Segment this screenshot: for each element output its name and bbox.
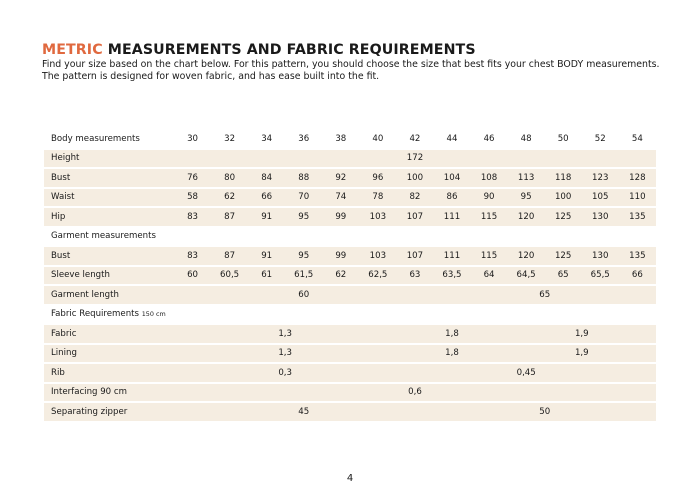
waist-cell: 95: [508, 189, 545, 207]
hip-cell: 103: [359, 208, 396, 226]
page-title: [42, 41, 662, 59]
fabric-label: Fabric: [44, 325, 174, 343]
sleeve-cell: 62: [322, 267, 359, 285]
fabric-row: [44, 325, 656, 343]
rib-amount-b: 0,45: [396, 364, 656, 382]
waist-cell: 62: [211, 189, 248, 207]
hip-cell: 115: [471, 208, 508, 226]
hip-cell: 83: [174, 208, 211, 226]
garment-length-row: [44, 286, 656, 304]
size-cell: 52: [582, 130, 619, 148]
garment-length-label: Garment length: [44, 286, 174, 304]
sleeve-cell: 61: [248, 267, 285, 285]
bust-cell: 76: [174, 169, 211, 187]
garment-measurements-label: Garment measurements: [44, 228, 656, 246]
interfacing-label: Interfacing 90 cm: [44, 384, 174, 402]
size-cell: 42: [396, 130, 433, 148]
garment-bust-cell: 111: [433, 247, 470, 265]
size-chart-table: [44, 128, 656, 423]
bust-cell: 92: [322, 169, 359, 187]
bust-cell: 100: [396, 169, 433, 187]
garment-bust-cell: 95: [285, 247, 322, 265]
bust-cell: 80: [211, 169, 248, 187]
sleeve-length-label: Sleeve length: [44, 267, 174, 285]
sleeve-cell: 64: [471, 267, 508, 285]
rib-row: [44, 364, 656, 382]
bust-cell: 108: [471, 169, 508, 187]
fabric-amount-c: 1,9: [508, 325, 656, 343]
lining-label: Lining: [44, 345, 174, 363]
waist-cell: 74: [322, 189, 359, 207]
bust-cell: 84: [248, 169, 285, 187]
fabric-requirements-label: [44, 306, 656, 324]
waist-cell: 70: [285, 189, 322, 207]
hip-cell: 91: [248, 208, 285, 226]
page-number: 4: [346, 473, 354, 484]
fabric-width-note: 150 cm: [141, 310, 166, 319]
hip-cell: 130: [582, 208, 619, 226]
size-cell: 44: [433, 130, 470, 148]
waist-cell: 78: [359, 189, 396, 207]
garment-bust-cell: 83: [174, 247, 211, 265]
interfacing-row: [44, 384, 656, 402]
hip-row: [44, 208, 656, 226]
sleeve-cell: 66: [619, 267, 656, 285]
waist-cell: 86: [433, 189, 470, 207]
waist-cell: 82: [396, 189, 433, 207]
rib-label: Rib: [44, 364, 174, 382]
waist-cell: 105: [582, 189, 619, 207]
bust-cell: 113: [508, 169, 545, 187]
sleeve-cell: 64,5: [508, 267, 545, 285]
bust-cell: 123: [582, 169, 619, 187]
title-rest: MEASUREMENTS AND FABRIC REQUIREMENTS: [102, 42, 476, 58]
bust-label: Bust: [44, 169, 174, 187]
hip-cell: 95: [285, 208, 322, 226]
hip-cell: 125: [545, 208, 582, 226]
intro-line-1: Find your size based on the chart below. For this pattern, you should choose the size that best fits your chest BODY measurements.: [42, 59, 660, 70]
garment-bust-cell: 130: [582, 247, 619, 265]
waist-cell: 58: [174, 189, 211, 207]
bust-row: [44, 169, 656, 187]
waist-row: [44, 189, 656, 207]
sleeve-cell: 60,5: [211, 267, 248, 285]
sleeve-cell: 63,5: [433, 267, 470, 285]
fabric-requirements-title: Fabric Requirements: [51, 309, 139, 320]
size-header-row: [44, 130, 656, 148]
lining-row: [44, 345, 656, 363]
size-cell: 48: [508, 130, 545, 148]
bust-cell: 96: [359, 169, 396, 187]
zipper-label: Separating zipper: [44, 403, 174, 421]
size-cell: 36: [285, 130, 322, 148]
garment-length-small: 60: [174, 286, 433, 304]
waist-cell: 110: [619, 189, 656, 207]
garment-bust-cell: 135: [619, 247, 656, 265]
fabric-header-row: [44, 306, 656, 324]
garment-bust-cell: 125: [545, 247, 582, 265]
size-cell: 46: [471, 130, 508, 148]
hip-cell: 135: [619, 208, 656, 226]
size-cell: 32: [211, 130, 248, 148]
zipper-length-a: 45: [174, 403, 433, 421]
garment-bust-cell: 99: [322, 247, 359, 265]
garment-bust-cell: 115: [471, 247, 508, 265]
size-cell: 38: [322, 130, 359, 148]
sleeve-cell: 62,5: [359, 267, 396, 285]
sleeve-cell: 60: [174, 267, 211, 285]
bust-cell: 128: [619, 169, 656, 187]
garment-bust-cell: 103: [359, 247, 396, 265]
height-label: Height: [44, 150, 174, 168]
garment-bust-cell: 87: [211, 247, 248, 265]
zipper-row: [44, 403, 656, 421]
zipper-length-b: 50: [433, 403, 656, 421]
size-cell: 54: [619, 130, 656, 148]
bust-cell: 88: [285, 169, 322, 187]
sleeve-length-row: [44, 267, 656, 285]
bust-cell: 118: [545, 169, 582, 187]
garment-header-row: [44, 228, 656, 246]
garment-bust-row: [44, 247, 656, 265]
fabric-amount-a: 1,3: [174, 325, 396, 343]
sleeve-cell: 65,5: [582, 267, 619, 285]
rib-amount-a: 0,3: [174, 364, 396, 382]
waist-label: Waist: [44, 189, 174, 207]
waist-cell: 66: [248, 189, 285, 207]
hip-cell: 120: [508, 208, 545, 226]
bust-cell: 104: [433, 169, 470, 187]
hip-cell: 107: [396, 208, 433, 226]
lining-amount-c: 1,9: [508, 345, 656, 363]
fabric-amount-b: 1,8: [396, 325, 507, 343]
sleeve-cell: 65: [545, 267, 582, 285]
size-cell: 40: [359, 130, 396, 148]
garment-bust-cell: 120: [508, 247, 545, 265]
size-cell: 30: [174, 130, 211, 148]
sleeve-cell: 61,5: [285, 267, 322, 285]
intro-text: [42, 59, 662, 82]
hip-cell: 111: [433, 208, 470, 226]
waist-cell: 100: [545, 189, 582, 207]
lining-amount-b: 1,8: [396, 345, 507, 363]
height-row: [44, 150, 656, 168]
hip-cell: 87: [211, 208, 248, 226]
garment-bust-cell: 91: [248, 247, 285, 265]
garment-bust-cell: 107: [396, 247, 433, 265]
hip-cell: 99: [322, 208, 359, 226]
size-cell: 50: [545, 130, 582, 148]
garment-length-large: 65: [433, 286, 656, 304]
title-accent: METRIC: [42, 42, 103, 58]
size-cell: 34: [248, 130, 285, 148]
waist-cell: 90: [471, 189, 508, 207]
page-header: [42, 41, 662, 82]
body-measurements-label: Body measurements: [44, 130, 174, 148]
garment-bust-label: Bust: [44, 247, 174, 265]
height-value: 172: [174, 150, 656, 168]
hip-label: Hip: [44, 208, 174, 226]
sleeve-cell: 63: [396, 267, 433, 285]
interfacing-amount: 0,6: [174, 384, 656, 402]
intro-line-2: The pattern is designed for woven fabric, and has ease built into the fit.: [42, 70, 380, 82]
lining-amount-a: 1,3: [174, 345, 396, 363]
